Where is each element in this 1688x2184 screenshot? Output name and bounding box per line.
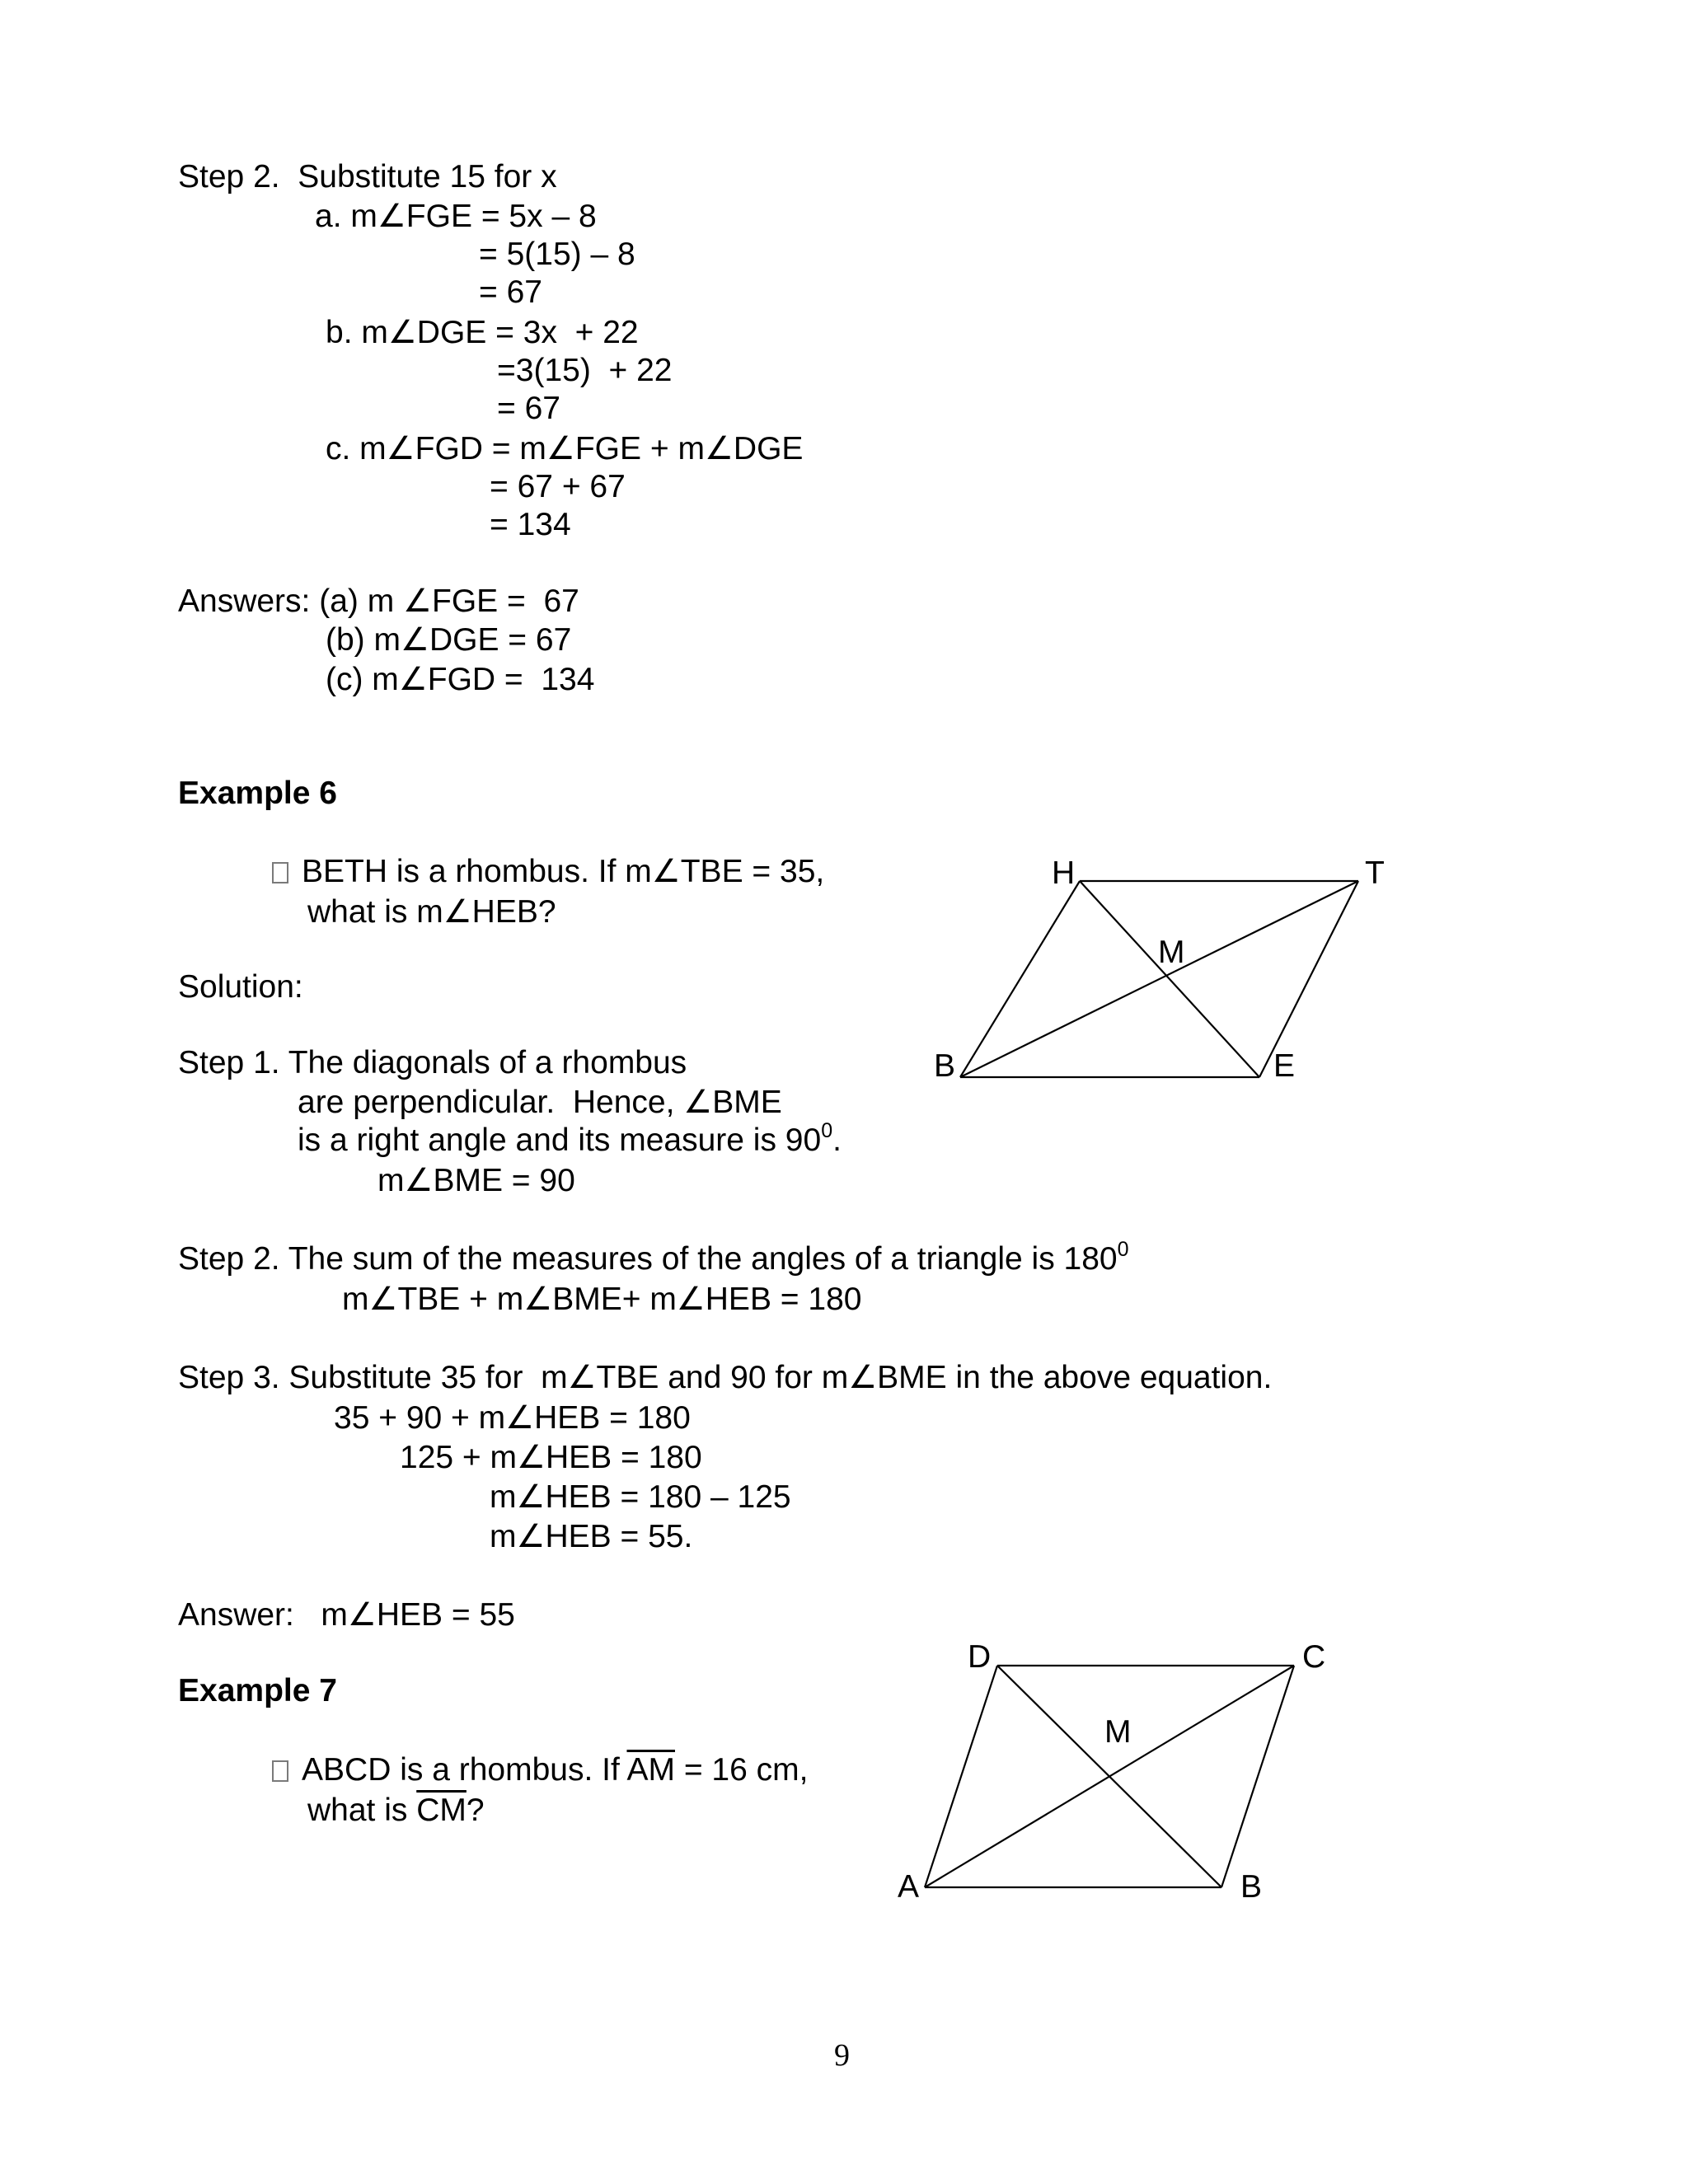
vertex-label-m: M xyxy=(1158,935,1185,970)
solution-label: Solution: xyxy=(178,969,303,1005)
vertex-label-b: B xyxy=(934,1048,956,1084)
segment-cm: $\overline{CM}$ xyxy=(416,1793,467,1828)
example-6-answer: Answer: m∠HEB = 55 xyxy=(178,1597,515,1633)
calc-b-line2: =3(15) + 22 xyxy=(497,353,673,388)
answers-a: Answers: (a) m ∠FGE = 67 xyxy=(178,583,579,619)
step3-line1: Step 3. Substitute 35 for m∠TBE and 90 for m∠BME in the above equation. xyxy=(178,1360,1273,1395)
step1-line2: are perpendicular. Hence, ∠BME xyxy=(298,1085,782,1120)
vertex-label-t: T xyxy=(1365,855,1385,891)
answers-c: (c) m∠FGD = 134 xyxy=(326,662,595,697)
step3-line2: 35 + 90 + m∠HEB = 180 xyxy=(334,1400,691,1436)
vertex-label-b: B xyxy=(1240,1869,1263,1905)
example-6-heading: Example 6 xyxy=(178,776,337,811)
example-7-question2-post: ? xyxy=(466,1793,485,1828)
side-da xyxy=(925,1666,997,1887)
calc-c-line1: c. m∠FGD = m∠FGE + m∠DGE xyxy=(326,431,804,466)
vertex-label-h: H xyxy=(1052,855,1076,891)
step1-line3-text: is a right angle and its measure is 90 xyxy=(298,1122,822,1158)
vertex-label-d: D xyxy=(968,1639,992,1675)
answers-b: (b) m∠DGE = 67 xyxy=(326,622,572,658)
step3-line5: m∠HEB = 55. xyxy=(490,1519,693,1554)
side-cb xyxy=(1221,1666,1294,1887)
step2-line1-text: Step 2. The sum of the measures of the angles of a triangle is 180 xyxy=(178,1241,1118,1277)
vertex-label-c: C xyxy=(1302,1639,1326,1675)
step3-line3: 125 + m∠HEB = 180 xyxy=(400,1440,702,1475)
diagonal-db xyxy=(997,1666,1221,1887)
example-7-heading: Example 7 xyxy=(178,1673,337,1708)
calc-a-line3: = 67 xyxy=(479,274,542,310)
example-6-question-text1: BETH is a rhombus. If m∠TBE = 35, xyxy=(302,854,825,889)
step2-line2: m∠TBE + m∠BME+ m∠HEB = 180 xyxy=(342,1282,862,1317)
calc-b-line3: = 67 xyxy=(497,391,560,426)
calc-c-line3: = 134 xyxy=(490,507,571,542)
example-6-question-line2: what is m∠HEB? xyxy=(307,894,556,930)
degree-superscript: 0 xyxy=(821,1119,833,1142)
vertex-label-a: A xyxy=(898,1869,920,1905)
example-7-question-pre: ABCD is a rhombus. If xyxy=(302,1752,627,1788)
calc-a-line1: a. m∠FGE = 5x – 8 xyxy=(315,199,597,234)
step1-line4: m∠BME = 90 xyxy=(377,1163,575,1198)
vertex-label-e: E xyxy=(1273,1048,1296,1084)
example-7-question-post: = 16 cm, xyxy=(674,1752,809,1788)
step1-line1: Step 1. The diagonals of a rhombus xyxy=(178,1045,687,1080)
page-number: 9 xyxy=(834,2038,850,2073)
step2-heading: Step 2. Substitute 15 for x xyxy=(178,159,557,194)
example-7-question2-pre: what is xyxy=(307,1793,417,1828)
degree-superscript: 0 xyxy=(1117,1238,1129,1261)
calc-a-line2: = 5(15) – 8 xyxy=(479,237,635,272)
calc-c-line2: = 67 + 67 xyxy=(490,469,626,504)
segment-am: $\overline{AM}$ xyxy=(626,1752,675,1788)
step1-line3-period: . xyxy=(832,1122,842,1158)
calc-b-line1: b. m∠DGE = 3x + 22 xyxy=(326,315,639,350)
step3-line4: m∠HEB = 180 – 125 xyxy=(490,1479,791,1515)
vertex-label-m: M xyxy=(1104,1714,1132,1750)
